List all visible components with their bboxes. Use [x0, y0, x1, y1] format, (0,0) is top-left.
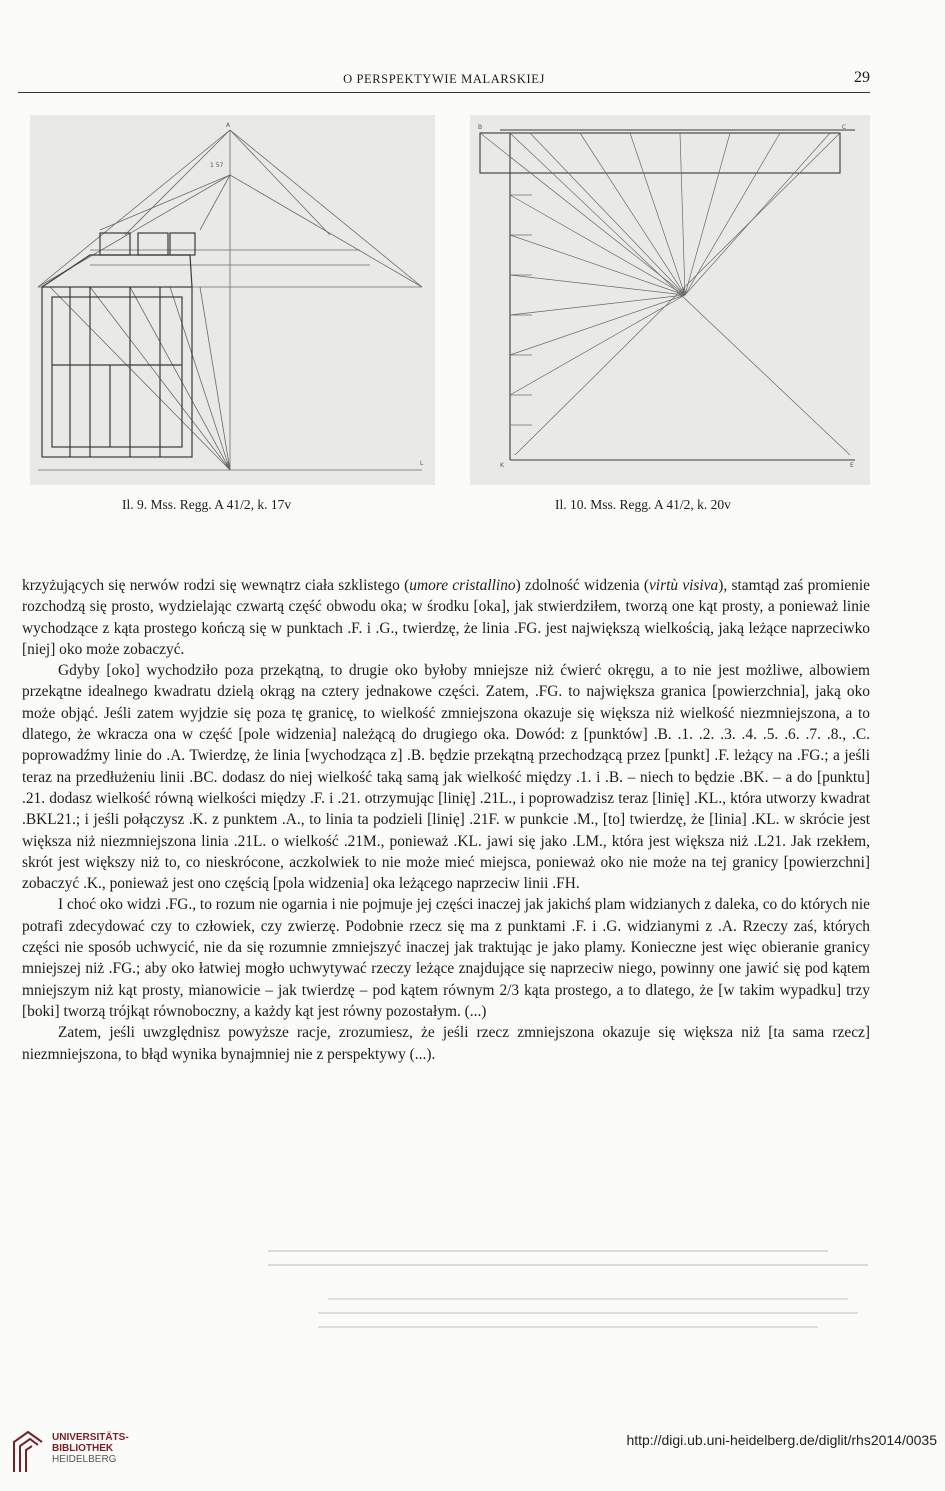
svg-text:A: A [682, 288, 687, 295]
library-logo-icon [8, 1428, 46, 1474]
running-title: O PERSPEKTYWIE MALARSKIEJ [343, 72, 545, 86]
svg-text:L: L [420, 460, 424, 467]
page-number: 29 [854, 69, 870, 86]
figure-9-caption: Il. 9. Mss. Regg. A 41/2, k. 17v [122, 497, 292, 512]
svg-text:C: C [842, 124, 847, 131]
page-footer [0, 1420, 945, 1491]
figure-10-caption: Il. 10. Mss. Regg. A 41/2, k. 20v [555, 497, 731, 512]
page-header [18, 70, 870, 93]
figure-9-svg [30, 115, 435, 485]
svg-text:K: K [500, 462, 504, 469]
body-text [22, 575, 870, 1065]
italic-term: umore cristallino [409, 577, 516, 594]
figure-10-svg [470, 115, 870, 485]
svg-text:E: E [850, 462, 854, 469]
svg-text:B: B [478, 124, 483, 131]
paragraph-4: Zatem, jeśli uwzględnisz powyższe racje, zrozumiesz, że jeśli rzecz zmniejszona okazuje się większa niż [ta sama rzecz] niezmniejszona, to błąd wynika bynajmniej nie z perspektywy (...). [22, 1024, 870, 1063]
svg-text:A: A [226, 122, 231, 129]
source-url-link[interactable]: http://digi.ub.uni-heidelberg.de/diglit/rhs2014/0035 [626, 1432, 937, 1448]
svg-text:1 57: 1 57 [210, 162, 224, 169]
svg-text:B: B [226, 462, 231, 469]
library-name: UNIVERSITÄTS- BIBLIOTHEK HEIDELBERG [52, 1432, 129, 1465]
bleed-through-shadow [268, 1250, 868, 1360]
paragraph-3: I choć oko widzi .FG., to rozum nie ogarnia i nie pojmuje jej części inaczej jak jakichś plam widzianych z daleka, co do których nie potrafi zdecydować czy to człowiek, czy zwierzę. Podobnie rzecz się ma z punktami .F. i .G. widzianymi z .A. Rzeczy zaś, których części nie sposób uchwycić, nie da się rozumnie zmniejszyć inaczej jak traktując je jako plamy. Konieczne jest więc obieranie granicy mniejszej niż .FG.; aby oko łatwiej mogło uchwytywać rzeczy leżące znajdujące się naprzeciw niego, powinny one jawić się pod kątem mniejszym niż kąt prosty, mianowicie – jak twierdzę – pod kątem równym 2/3 kąta prostego, a to dlatego, że [w takim wypadku] trzy [boki] tworzą trójkąt równoboczny, a każdy kąt jest równy pozostałym. (...) [22, 896, 871, 1020]
paragraph-1: krzyżujących się nerwów rodzi się wewnątrz ciała szklistego (umore cristallino) zdolność widzenia (virtù visiva), stamtąd zaś promienie rozchodzą się prosto, wydzielając czwartą część obwodu oka; w środku [oka], jak stwierdziłem, tworzą one kąt prosty, a ponieważ linie wychodzące z kąta prostego kończą się w punktach .F. i .G., twierdzę, że linia .FG. jest największą wielkością, jaką leżące naprzeciwko [niej] oko może zobaczyć. [22, 577, 870, 658]
italic-term: virtù visiva [648, 577, 719, 594]
figure-10-drawing [470, 115, 870, 485]
figure-9-drawing [30, 115, 435, 485]
paragraph-2: Gdyby [oko] wychodziło poza przekątną, to drugie oko byłoby mniejsze niż ćwierć okręgu, a to nie jest możliwe, albowiem przekątne idealnego kwadratu dzielą okrąg na cztery jednakowe części. Zatem, .FG. to największa granica [powierzchnia], jaką oko może objąć. Jeśli zatem wyjdzie się poza tę granicę, to wielkość zmniejszona okazuje się większa niż wielkość niezmniejszona, a to dlatego, że wkracza ona w część [pole widzenia] należącą do drugiego oka. Dowód: z [punktów] .B. .1. .2. .3. .4. .5. .6. .7. .8., .C. poprowadźmy linie do .A. Twierdzę, że linia [wychodząca z] .B. będzie przekątną przechodzącą przez [punkt] .F. leżący na .FG.; a jeśli teraz na przedłużeniu linii .BC. dodasz do niej wielkość taką samą jak wielkość między .1. i .B. – niech to będzie .BK. – a do [punktu] .21. dodasz wielkość równą wielkości między .F. i .21. otrzymując [linię] .21L., i poprowadzisz teraz [linię] .KL., która utworzy kwadrat .BKL21.; i jeśli połączysz .K. z punktem .A., to linia ta podzieli [linię] .21F. w punkcie .M., [to] twierdzę, że [linia] .KL. w skrócie jest większa niż niezmniejszona linia .21L. o wielkość .21M., ponieważ .KL. jawi się jako .LM., która jest większa niż .L21. Jak rzekłem, skrót jest większy niż to, co nieskrócone, aczkolwiek to nie może mieć miejsca, ponieważ oko nie może na tej granicy [powierzchni] zobaczyć .K., ponieważ jest ono częścią [pola widzenia] oka leżącego naprzeciw linii .FH. [22, 662, 870, 893]
